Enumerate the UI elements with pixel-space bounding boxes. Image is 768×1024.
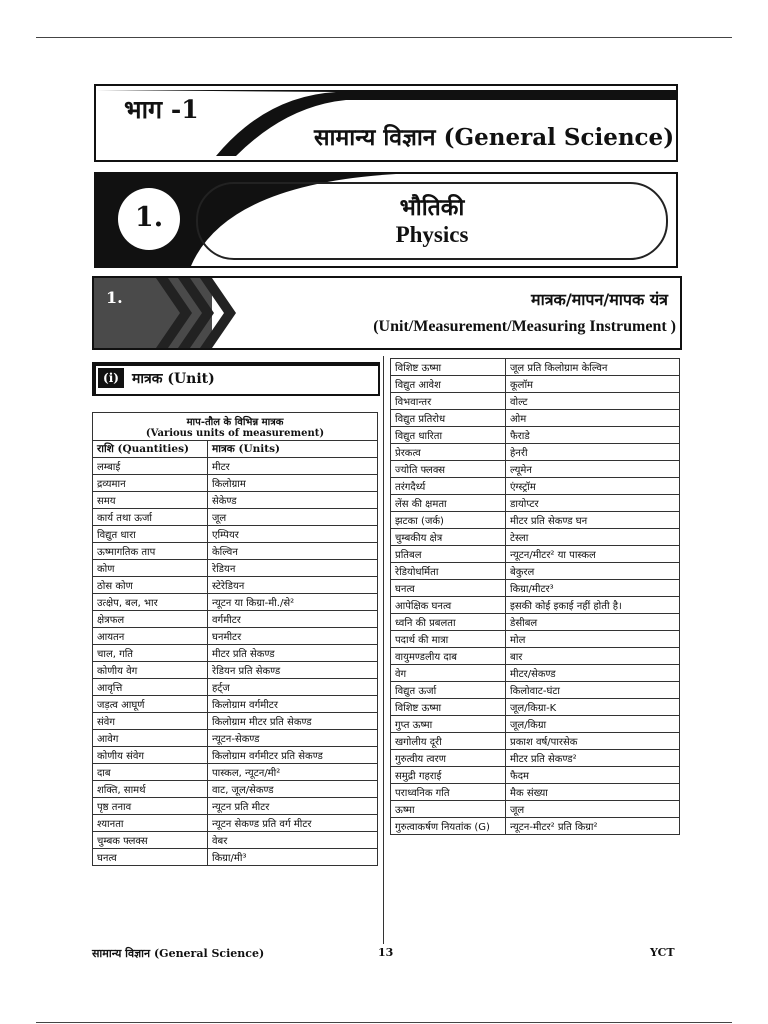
unit-cell: किलोग्राम — [208, 475, 378, 492]
unit-cell: टेस्ला — [506, 529, 680, 546]
quantity-cell: पृष्ठ तनाव — [93, 798, 208, 815]
table-row — [93, 628, 378, 645]
table-row — [391, 716, 680, 733]
table-row — [391, 682, 680, 699]
section-title-hi: मात्रक/मापन/मापक यंत्र — [531, 290, 668, 309]
unit-cell: किलोग्राम मीटर प्रति सेकण्ड — [208, 713, 378, 730]
table-row — [93, 611, 378, 628]
unit-cell: इसकी कोई इकाई नहीं होती है। — [506, 597, 680, 614]
table-row — [93, 832, 378, 849]
quantity-cell: वायुमण्डलीय दाब — [391, 648, 506, 665]
unit-cell: वर्गमीटर — [208, 611, 378, 628]
table-row — [391, 444, 680, 461]
chapter-number: 1. — [118, 188, 180, 250]
quantity-cell: ज्योति फ्लक्स — [391, 461, 506, 478]
quantity-cell: प्रतिबल — [391, 546, 506, 563]
unit-cell: ओम — [506, 410, 680, 427]
quantity-cell: चुम्बक फ्लक्स — [93, 832, 208, 849]
unit-cell: न्यूटन-सेकण्ड — [208, 730, 378, 747]
table-row — [93, 696, 378, 713]
chapter-title-en: Physics — [395, 222, 469, 247]
unit-cell: डेसीबल — [506, 614, 680, 631]
unit-cell: केल्विन — [208, 543, 378, 560]
subsection-title: मात्रक (Unit) — [132, 371, 215, 387]
chapter-title-hi: भौतिकी — [399, 194, 465, 221]
table-row — [93, 730, 378, 747]
quantity-cell: संवेग — [93, 713, 208, 730]
unit-cell: रेडियन प्रति सेकण्ड — [208, 662, 378, 679]
table-row — [391, 563, 680, 580]
quantity-cell: कोण — [93, 560, 208, 577]
table-row — [391, 767, 680, 784]
table-row — [93, 713, 378, 730]
quantity-cell: द्रव्यमान — [93, 475, 208, 492]
table-row — [391, 784, 680, 801]
table-row — [93, 849, 378, 866]
table-row — [391, 699, 680, 716]
table-caption-en: (Various units of measurement) — [145, 428, 325, 439]
quantity-cell: कोणीय संवेग — [93, 747, 208, 764]
quantity-cell: श्यानता — [93, 815, 208, 832]
unit-cell: मीटर प्रति सेकण्ड² — [506, 750, 680, 767]
table-row — [93, 781, 378, 798]
table-caption-hi: माप-तौल के विभिन्न मात्रक — [186, 417, 284, 428]
publisher: YCT — [650, 946, 675, 959]
quantity-cell: शक्ति, सामर्थ — [93, 781, 208, 798]
table-row — [391, 580, 680, 597]
quantity-cell: गुप्त ऊष्मा — [391, 716, 506, 733]
table-row — [93, 577, 378, 594]
unit-cell: एम्पियर — [208, 526, 378, 543]
quantity-cell: पराध्वनिक गति — [391, 784, 506, 801]
unit-cell: किलोवाट-घंटा — [506, 682, 680, 699]
table-row — [93, 679, 378, 696]
quantity-cell: घनत्व — [93, 849, 208, 866]
table-row — [391, 461, 680, 478]
quantity-cell: प्रेरकत्व — [391, 444, 506, 461]
table-row — [93, 764, 378, 781]
table-caption-row — [93, 413, 378, 441]
table-row — [391, 529, 680, 546]
quantity-cell: गुरुत्वीय त्वरण — [391, 750, 506, 767]
unit-cell: एंग्स्ट्रॉम — [506, 478, 680, 495]
quantity-cell: पदार्थ की मात्रा — [391, 631, 506, 648]
unit-cell: बेकुरल — [506, 563, 680, 580]
unit-cell: प्रकाश वर्ष/पारसेक — [506, 733, 680, 750]
quantity-cell: आयतन — [93, 628, 208, 645]
table-row — [93, 526, 378, 543]
quantity-cell: लम्बाई — [93, 458, 208, 475]
unit-cell: रेडियन — [208, 560, 378, 577]
table-row — [391, 410, 680, 427]
table-row — [93, 458, 378, 475]
unit-cell: जूल प्रति किलोग्राम केल्विन — [506, 359, 680, 376]
table-row — [93, 594, 378, 611]
quantity-cell: विद्युत आवेश — [391, 376, 506, 393]
unit-cell: पास्कल, न्यूटन/मी² — [208, 764, 378, 781]
unit-cell: मीटर/सेकण्ड — [506, 665, 680, 682]
quantity-cell: विशिष्ट ऊष्मा — [391, 699, 506, 716]
quantity-cell: चुम्बकीय क्षेत्र — [391, 529, 506, 546]
page-number: 13 — [378, 946, 394, 959]
unit-cell: मीटर प्रति सेकण्ड — [208, 645, 378, 662]
table-row — [391, 750, 680, 767]
table-row — [391, 614, 680, 631]
table-row — [391, 393, 680, 410]
quantity-cell: उत्क्षेप, बल, भार — [93, 594, 208, 611]
quantity-cell: घनत्व — [391, 580, 506, 597]
chapter-banner — [94, 172, 678, 268]
table-row — [391, 512, 680, 529]
table-row — [391, 376, 680, 393]
unit-cell: जूल/किग्रा-K — [506, 699, 680, 716]
subsection-header — [92, 362, 380, 396]
unit-cell: जूल — [208, 509, 378, 526]
unit-cell: किलोग्राम वर्गमीटर प्रति सेकण्ड — [208, 747, 378, 764]
quantity-cell: लेंस की क्षमता — [391, 495, 506, 512]
table-caption — [93, 413, 378, 441]
section-title-en: (Unit/Measurement/Measuring Instrument ) — [373, 318, 676, 335]
table-row — [93, 543, 378, 560]
quantity-cell: विद्युत धारिता — [391, 427, 506, 444]
quantity-cell: समय — [93, 492, 208, 509]
table-row — [391, 665, 680, 682]
table-row — [93, 475, 378, 492]
table-row — [93, 747, 378, 764]
unit-cell: न्यूटन/मीटर² या पास्कल — [506, 546, 680, 563]
quantity-cell: आपेक्षिक घनत्व — [391, 597, 506, 614]
quantity-cell: विशिष्ट ऊष्मा — [391, 359, 506, 376]
quantity-cell: गुरुत्वाकर्षण नियतांक (G) — [391, 818, 506, 835]
unit-cell: मोल — [506, 631, 680, 648]
quantity-cell: झटका (जर्क) — [391, 512, 506, 529]
quantity-cell: विद्युत धारा — [93, 526, 208, 543]
unit-cell: मीटर प्रति सेकण्ड घन — [506, 512, 680, 529]
table-header-row — [93, 441, 378, 458]
unit-cell: कूलॉम — [506, 376, 680, 393]
quantity-cell: कोणीय वेग — [93, 662, 208, 679]
unit-cell: जूल — [506, 801, 680, 818]
unit-cell: वाट, जूल/सेकण्ड — [208, 781, 378, 798]
table-row — [391, 733, 680, 750]
unit-cell: न्यूटन सेकण्ड प्रति वर्ग मीटर — [208, 815, 378, 832]
quantity-cell: कार्य तथा ऊर्जा — [93, 509, 208, 526]
units-table-left — [92, 412, 378, 866]
quantity-cell: वेग — [391, 665, 506, 682]
chapter-title-box — [196, 182, 668, 260]
unit-cell: न्यूटन या किग्रा-मी./से² — [208, 594, 378, 611]
table-row — [93, 798, 378, 815]
unit-cell: घनमीटर — [208, 628, 378, 645]
table-row — [93, 815, 378, 832]
header-units: मात्रक (Units) — [208, 441, 378, 458]
table-row — [391, 495, 680, 512]
quantity-cell: चाल, गति — [93, 645, 208, 662]
footer-subject: सामान्य विज्ञान (General Science) — [92, 947, 265, 960]
subject-title: सामान्य विज्ञान (General Science) — [314, 124, 675, 151]
table-row — [93, 645, 378, 662]
table-row — [93, 509, 378, 526]
unit-cell: हेनरी — [506, 444, 680, 461]
table-row — [391, 631, 680, 648]
unit-cell: किग्रा/मी³ — [208, 849, 378, 866]
unit-cell: किलोग्राम वर्गमीटर — [208, 696, 378, 713]
quantity-cell: क्षेत्रफल — [93, 611, 208, 628]
column-divider — [383, 356, 384, 944]
quantity-cell: दाब — [93, 764, 208, 781]
section-banner — [92, 276, 682, 350]
quantity-cell: ऊष्मागतिक ताप — [93, 543, 208, 560]
chevron-arrows-icon — [134, 278, 274, 348]
bottom-rule — [36, 1022, 732, 1023]
unit-cell: बार — [506, 648, 680, 665]
quantity-cell: विद्युत प्रतिरोध — [391, 410, 506, 427]
unit-cell: मैक संख्या — [506, 784, 680, 801]
table-row — [391, 818, 680, 835]
units-table-right — [390, 358, 680, 835]
quantity-cell: ध्वनि की प्रबलता — [391, 614, 506, 631]
unit-cell: हर्ट्ज — [208, 679, 378, 696]
unit-cell: डायोप्टर — [506, 495, 680, 512]
quantity-cell: तरंगदैर्ध्य — [391, 478, 506, 495]
quantity-cell: विद्युत ऊर्जा — [391, 682, 506, 699]
table-row — [391, 597, 680, 614]
table-row — [391, 359, 680, 376]
top-rule — [36, 37, 732, 38]
section-number: 1. — [106, 288, 123, 307]
table-row — [391, 546, 680, 563]
table-row — [391, 478, 680, 495]
part-label: भाग -1 — [124, 95, 199, 124]
unit-cell: ल्यूमेन — [506, 461, 680, 478]
table-row — [93, 662, 378, 679]
quantity-cell: विभवान्तर — [391, 393, 506, 410]
quantity-cell: जड़त्व आघूर्ण — [93, 696, 208, 713]
unit-cell: वेबर — [208, 832, 378, 849]
unit-cell: किग्रा/मीटर³ — [506, 580, 680, 597]
unit-cell: फैराडे — [506, 427, 680, 444]
unit-cell: न्यूटन प्रति मीटर — [208, 798, 378, 815]
table-row — [391, 427, 680, 444]
header-quantities: राशि (Quantities) — [93, 441, 208, 458]
quantity-cell: खगोलीय दूरी — [391, 733, 506, 750]
quantity-cell: समुद्री गहराई — [391, 767, 506, 784]
table-row — [391, 648, 680, 665]
quantity-cell: ऊष्मा — [391, 801, 506, 818]
unit-cell: फैदम — [506, 767, 680, 784]
part-banner — [94, 84, 678, 162]
unit-cell: वोल्ट — [506, 393, 680, 410]
quantity-cell: आवेग — [93, 730, 208, 747]
unit-cell: न्यूटन-मीटर² प्रति किग्रा² — [506, 818, 680, 835]
unit-cell: मीटर — [208, 458, 378, 475]
quantity-cell: रेडियोधर्मिता — [391, 563, 506, 580]
table-row — [93, 492, 378, 509]
unit-cell: सेकेण्ड — [208, 492, 378, 509]
quantity-cell: आवृत्ति — [93, 679, 208, 696]
unit-cell: जूल/किग्रा — [506, 716, 680, 733]
table-row — [391, 801, 680, 818]
quantity-cell: ठोस कोण — [93, 577, 208, 594]
table-row — [93, 560, 378, 577]
unit-cell: स्टेरेडियन — [208, 577, 378, 594]
subsection-index: (i) — [98, 368, 124, 388]
